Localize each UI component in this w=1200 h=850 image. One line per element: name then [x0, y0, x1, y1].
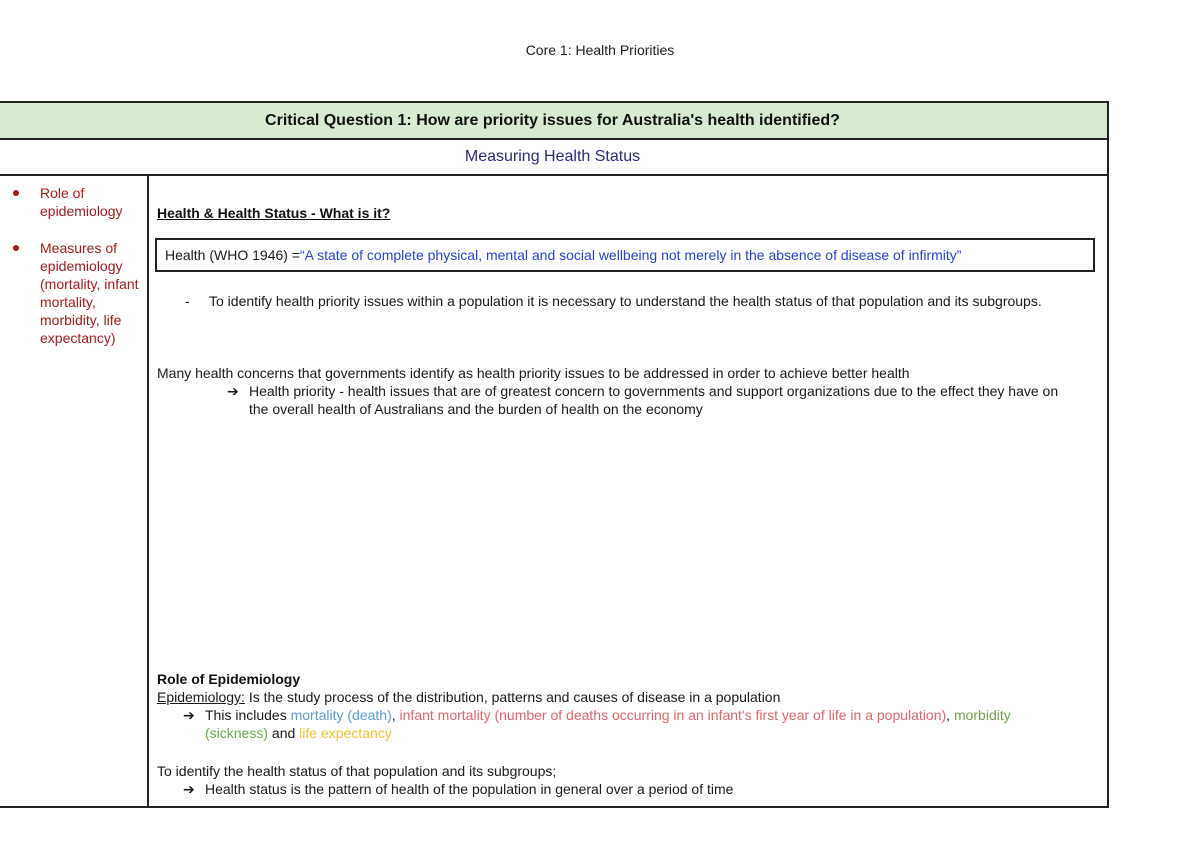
left-column [0, 176, 149, 806]
epidemiology-definition-text: Is the study process of the distribution, patterns and causes of disease in a population [244, 689, 781, 705]
arrow-icon: ➔ [183, 781, 195, 797]
arrow-icon: ➔ [227, 383, 239, 399]
section-heading-health: Health & Health Status - What is it? [157, 205, 391, 221]
left-list-item [0, 239, 147, 347]
arrow-list-item [183, 706, 1063, 742]
includes-prefix: This includes [205, 707, 291, 723]
subheading-text: Measuring Health Status [464, 148, 641, 165]
who-prefix: Health (WHO 1946) = [165, 247, 300, 263]
page-header: Core 1: Health Priorities [525, 42, 675, 58]
morbidity-term: morbidity (sickness) [205, 707, 1011, 741]
left-list-item [0, 184, 147, 220]
critical-question-text: Critical Question 1: How are priority issues for Australia's health identified? [265, 111, 840, 129]
conjunction: and [268, 725, 300, 741]
who-quote: “A state of complete physical, mental and social wellbeing not merely in the absence of disease of infirmity” [300, 247, 962, 263]
dash-list-item [185, 292, 1085, 310]
paragraph-health-status: To identify the health status of that population and its subgroups; [157, 763, 557, 779]
arrow-icon: ➔ [183, 707, 195, 723]
arrow-item-text: Health status is the pattern of health of the population in general over a period of time [205, 781, 734, 797]
left-item-label: Measures of epidemiology (mortality, infant mortality, morbidity, life expectancy) [40, 240, 139, 346]
life-expectancy-term: life expectancy [299, 725, 392, 741]
mortality-term: mortality (death) [290, 707, 392, 723]
epidemiology-definition [157, 688, 1087, 706]
who-definition-box [155, 238, 1095, 272]
epidemiology-term: Epidemiology: [157, 689, 245, 705]
arrow-item-text: Health priority - health issues that are of greatest concern to governments and support organizations due to the effect they have on the overall health of Australians and the burden of health on the economy [249, 383, 1059, 417]
section-heading-epidemiology: Role of Epidemiology [157, 671, 301, 687]
dash-bullet: - [185, 293, 190, 309]
separator: , [391, 707, 400, 723]
infant-mortality-term: infant mortality (number of deaths occurring in an infant's first year of life in a population) [399, 707, 947, 723]
separator: , [946, 707, 954, 723]
subheading-row [0, 140, 1107, 176]
arrow-list-item [227, 382, 1077, 418]
arrow-list-item [183, 780, 1063, 798]
paragraph-health-concerns: Many health concerns that governments identify as health priority issues to be addressed in order to achieve better health [157, 365, 910, 381]
critical-question-row [0, 103, 1107, 140]
notes-table [0, 101, 1109, 808]
dash-item-text: To identify health priority issues within a population it is necessary to understand the health status of that population and its subgroups. [209, 293, 1042, 309]
bullet-icon [13, 190, 19, 196]
left-item-label: Role of epidemiology [40, 185, 123, 219]
bullet-icon [13, 245, 19, 251]
measures-text [183, 706, 1063, 742]
right-column [149, 176, 1107, 806]
content-row [0, 176, 1107, 806]
